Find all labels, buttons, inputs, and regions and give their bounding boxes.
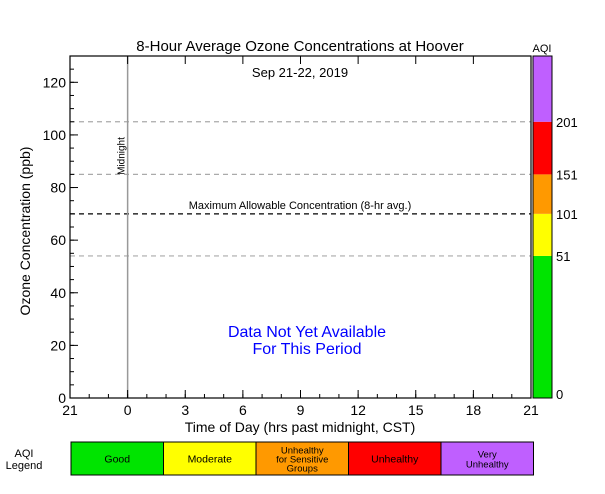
aqi-bar-title: AQI bbox=[532, 43, 552, 55]
legend-title: Legend bbox=[5, 460, 43, 472]
y-tick-label: 0 bbox=[58, 390, 66, 406]
x-tick-label: 9 bbox=[296, 402, 305, 418]
y-tick-label: 60 bbox=[50, 232, 66, 249]
y-tick-label: 120 bbox=[42, 74, 66, 91]
aqi-band bbox=[533, 174, 552, 213]
legend-label: Unhealthy bbox=[465, 459, 509, 471]
y-tick-label: 80 bbox=[50, 179, 66, 196]
legend-label: Good bbox=[104, 453, 131, 466]
legend-title: AQI bbox=[14, 448, 34, 460]
x-tick-label: 6 bbox=[238, 402, 247, 418]
aqi-band bbox=[533, 256, 552, 398]
plot-area bbox=[43, 56, 539, 418]
no-data-annotation: For This Period bbox=[252, 341, 362, 358]
x-tick-label: 21 bbox=[523, 402, 539, 418]
aqi-band bbox=[533, 214, 552, 256]
legend-label: Groups bbox=[286, 463, 318, 475]
aqi-scale-bar bbox=[533, 56, 578, 402]
legend-label: Moderate bbox=[187, 453, 232, 466]
aqi-bar-label: 51 bbox=[556, 248, 571, 264]
x-tick-label: 0 bbox=[123, 402, 132, 418]
x-tick-label: 12 bbox=[350, 402, 366, 418]
legend-label: Unhealthy bbox=[280, 445, 324, 457]
midnight-label: Midnight bbox=[116, 137, 128, 175]
y-tick-label: 20 bbox=[50, 337, 66, 354]
aqi-bar-label: 0 bbox=[556, 387, 564, 402]
x-tick-label: 18 bbox=[465, 402, 482, 418]
max-allowable-label: Maximum Allowable Concentration (8-hr avg.) bbox=[188, 199, 412, 212]
x-axis-label: Time of Day (hrs past midnight, CST) bbox=[184, 419, 416, 435]
y-tick-label: 40 bbox=[50, 284, 66, 301]
x-tick-label: 15 bbox=[407, 402, 424, 418]
legend-label: Very bbox=[477, 449, 497, 461]
chart-subtitle: Sep 21-22, 2019 bbox=[251, 65, 349, 80]
aqi-bar-label: 151 bbox=[556, 167, 578, 183]
aqi-legend bbox=[6, 442, 534, 475]
x-tick-label: 3 bbox=[181, 402, 190, 418]
y-tick-label: 100 bbox=[42, 126, 66, 143]
legend-label: for Sensitive bbox=[276, 454, 329, 466]
no-data-annotation: Data Not Yet Available bbox=[227, 324, 387, 341]
y-axis-label: Ozone Concentration (ppb) bbox=[17, 146, 33, 316]
legend-label: Unhealthy bbox=[371, 453, 419, 466]
chart-title: 8-Hour Average Ozone Concentrations at Hoover bbox=[136, 38, 464, 55]
aqi-bar-label: 201 bbox=[556, 114, 578, 130]
aqi-bar-label: 101 bbox=[556, 206, 578, 222]
aqi-band bbox=[533, 56, 552, 122]
x-tick-label: 21 bbox=[62, 402, 78, 418]
aqi-band bbox=[533, 122, 552, 175]
